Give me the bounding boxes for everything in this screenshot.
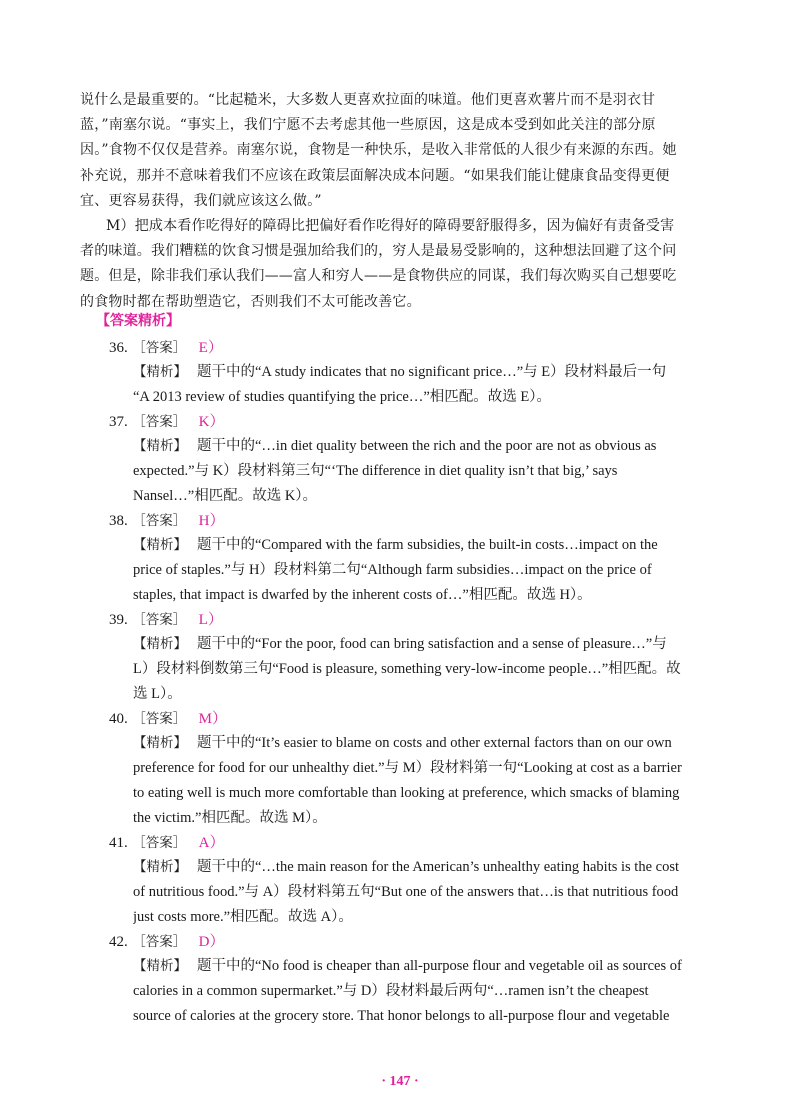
question-number: 41. [109,835,128,851]
explanation-line: preference for food for our unhealthy diet.”与 M）段材料第一句“Looking at cost as a barrier [133,760,682,776]
answer-item-42 [109,930,723,1029]
answer-analysis-heading: 【答案精析】 [96,313,180,329]
explanation-line: L）段材料倒数第三句“Food is pleasure, something very-low-income people…”相匹配。故 [133,661,681,677]
explanation-line: just costs more.”相匹配。故选 A）。 [133,909,353,925]
answer-label: ［答案］ [132,835,187,851]
explanation [133,533,723,608]
explanation [133,632,723,707]
answer-list [109,336,723,1029]
explanation [133,434,723,509]
explanation-line: 题干中的“…the main reason for the American’s unhealthy eating habits is the cost [197,859,680,875]
explanation-line: 题干中的“A study indicates that no significant price…”与 E）段材料最后一句 [197,364,667,380]
explanation [133,731,723,831]
answer-row [109,707,723,731]
question-number: 40. [109,711,128,727]
passage-line: 说什么是最重要的。“比起糙米，大多数人更喜欢拉面的味道。他们更喜欢薯片而不是羽衣甘 [80,92,656,108]
question-number: 37. [109,414,128,430]
passage-line: 宜、更容易获得，我们就应该这么做。” [80,192,322,209]
passage-paragraph-1 [80,88,722,214]
explanation-label: 【精析】 [133,438,187,454]
explanation-label: 【精析】 [133,364,187,380]
question-number: 42. [109,934,128,950]
answer-row [109,336,723,360]
answer-item-40 [109,707,723,831]
answer-value: M） [198,711,227,727]
passage-line: 因。”食物不仅仅是营养。南塞尔说，食物是一种快乐，是收入非常低的人很少有来源的东西。她 [80,142,677,159]
answer-row [109,410,723,434]
explanation-line: Nansel…”相匹配。故选 K）。 [133,488,318,504]
explanation-line: to eating well is much more comfortable than looking at preference, which smacks of blaming [133,785,680,801]
explanation-label: 【精析】 [133,735,187,751]
explanation [133,954,723,1029]
explanation-line: 题干中的“No food is cheaper than all-purpose flour and vegetable oil as sources of [197,958,682,974]
passage-line: M）把成本看作吃得好的障碍比把偏好看作吃得好的障碍要舒服得多，因为偏好有责备受害 [106,218,675,234]
passage-line: 题。但是，除非我们承认我们——富人和穷人——是食物供应的同谋，我们每次购买自己想要吃 [80,268,677,285]
passage-line: 者的味道。我们糟糕的饮食习惯是强加给我们的，穷人是最易受影响的，这种想法回避了这个问 [80,243,677,260]
explanation-line: 题干中的“…in diet quality between the rich and the poor are not as obvious as [197,438,657,454]
answer-label: ［答案］ [132,340,187,356]
answer-value: L） [198,612,223,628]
explanation-label: 【精析】 [133,636,187,652]
explanation-line: calories in a common supermarket.”与 D）段材料最后两句“…ramen isn’t the cheapest [133,983,649,999]
answer-label: ［答案］ [132,414,187,430]
answer-label: ［答案］ [132,513,187,529]
explanation-line: of nutritious food.”与 A）段材料第五句“But one of the answers that…is that nutritious food [133,884,679,900]
explanation-line: “A 2013 review of studies quantifying the price…”相匹配。故选 E）。 [133,389,551,405]
answer-item-37 [109,410,723,509]
answer-row [109,930,723,954]
explanation-line: price of staples.”与 H）段材料第二句“Although farm subsidies…impact on the price of [133,562,652,578]
question-number: 36. [109,340,128,356]
answer-label: ［答案］ [132,711,187,727]
passage-line: 的食物时都在帮助塑造它，否则我们不太可能改善它。 [80,293,421,310]
answer-value: H） [198,513,225,529]
explanation-label: 【精析】 [133,537,187,553]
passage-line: 蓝，”南塞尔说。“事实上，我们宁愿不去考虑其他一些原因，这是成本受到如此关注的部分原 [80,117,656,134]
answer-item-38 [109,509,723,608]
answer-row [109,608,723,632]
answer-value: E） [198,340,223,356]
explanation-line: 选 L）。 [133,686,182,702]
answer-row [109,831,723,855]
answer-item-36 [109,336,723,410]
answer-item-39 [109,608,723,707]
passage-paragraph-m [80,214,722,315]
explanation-line: 题干中的“For the poor, food can bring satisfaction and a sense of pleasure…”与 [197,636,667,652]
question-number: 38. [109,513,128,529]
answer-row [109,509,723,533]
explanation-label: 【精析】 [133,859,187,875]
explanation-line: source of calories at the grocery store. That honor belongs to all-purpose flour and vegetable [133,1008,670,1024]
explanation-line: the victim.”相匹配。故选 M）。 [133,810,327,826]
answer-value: K） [198,414,225,430]
explanation-line: 题干中的“Compared with the farm subsidies, the built-in costs…impact on the [197,537,658,553]
explanation-line: 题干中的“It’s easier to blame on costs and other external factors than on our own [197,735,672,751]
answer-item-41 [109,831,723,930]
explanation-line: staples, that impact is dwarfed by the inherent costs of…”相匹配。故选 H）。 [133,587,592,603]
answer-label: ［答案］ [132,612,187,628]
answer-value: A） [198,835,225,851]
explanation [133,360,723,410]
passage-line: 补充说，那并不意味着我们不应该在政策层面解决成本问题。“如果我们能让健康食品变得更便 [80,167,670,184]
explanation-line: expected.”与 K）段材料第三句“‘The difference in diet quality isn’t that big,’ says [133,463,618,479]
page-number: · 147 · [381,1074,419,1089]
question-number: 39. [109,612,128,628]
explanation [133,855,723,930]
answer-value: D） [198,934,225,950]
explanation-label: 【精析】 [133,958,187,974]
answer-label: ［答案］ [132,934,187,950]
